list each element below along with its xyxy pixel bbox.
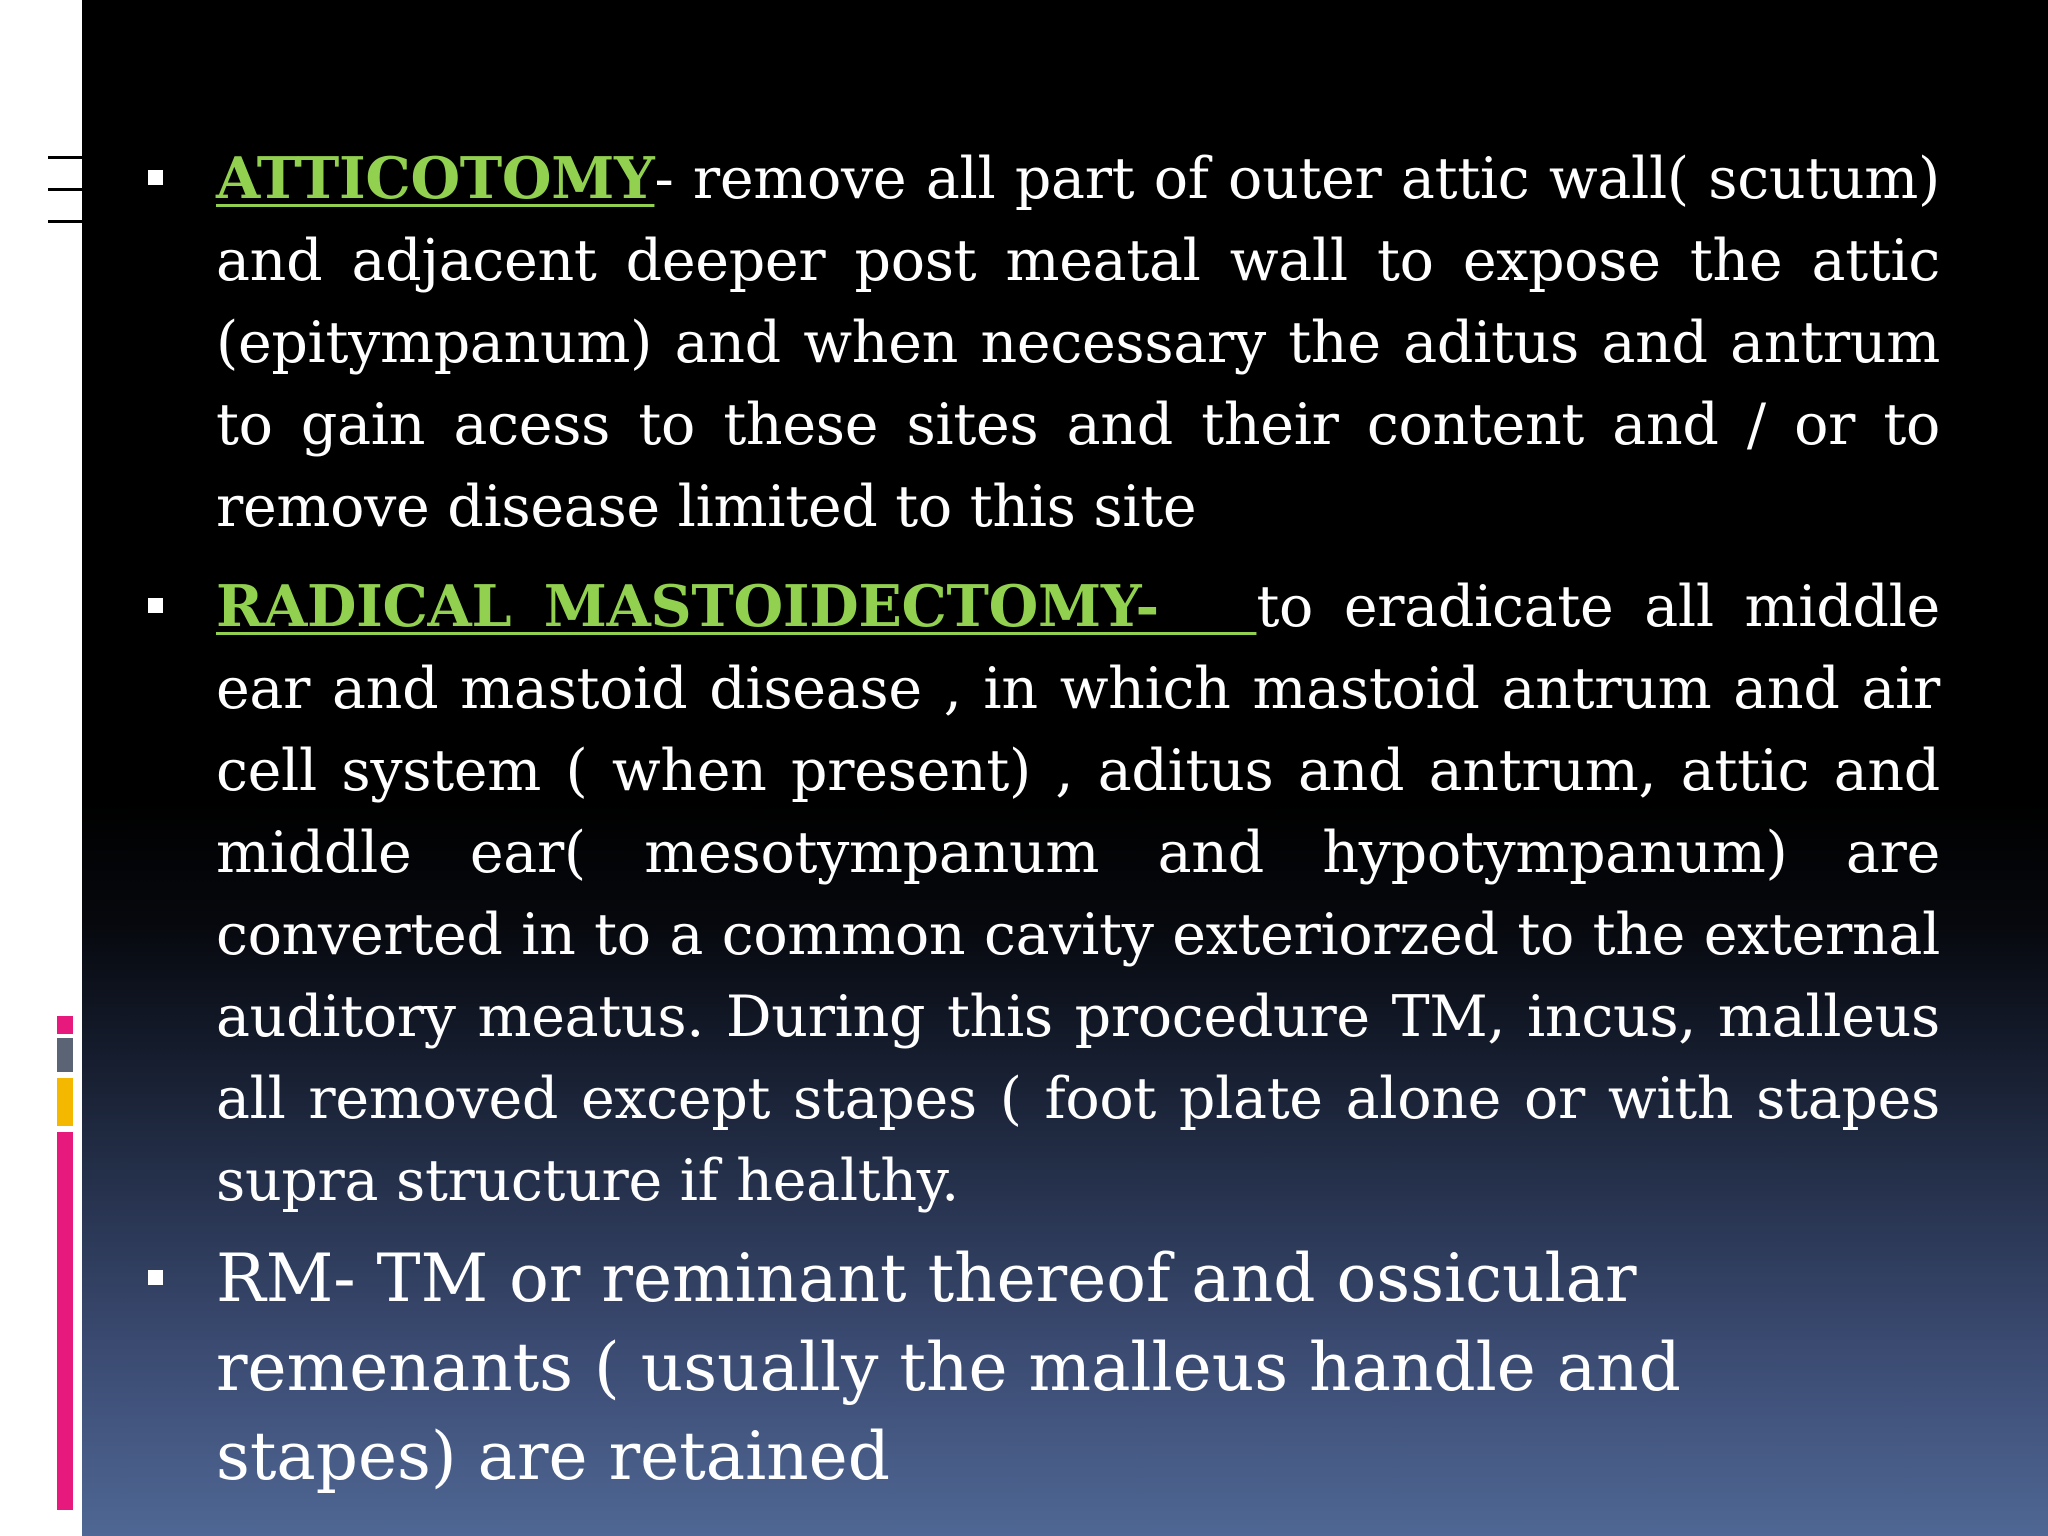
bullet-item-atticotomy [140,138,1940,548]
definition-atticotomy: - remove all part of outer attic wall( scutum) and adjacent deeper post meatal wall to expose the attic (epitympanum) and when necessary the aditus and antrum to gain acess to these sites and their content and / or to remove disease limited to this site [216,146,1940,540]
term-atticotomy: ATTICOTOMY [216,145,655,212]
accent-bar-gray [57,1038,73,1072]
accent-bar-pink [57,1016,73,1034]
accent-bar-orange [57,1078,73,1126]
definition-radical-mastoidectomy: to eradicate all middle ear and mastoid disease , in which mastoid antrum and air cell system ( when present) , aditus and antrum, attic and middle ear( mesotympanum and hypotympanum) are converted in to a common cavity exteriorzed to the external auditory meatus. During this procedure TM, incus, malleus all removed except stapes ( foot plate alone or with stapes supra structure if healthy. [216,574,1940,1214]
term-radical-mastoidectomy: RADICAL MASTOIDECTOMY- [216,573,1257,640]
bullet-item-rm [140,1234,1940,1501]
bullet-item-radical-mastoidectomy [140,566,1940,1222]
square-bullet-icon [148,1270,163,1285]
rm-note: RM- TM or reminant thereof and ossicular remenants ( usually the malleus handle and stapes) are retained [216,1240,1681,1495]
bullet-list [140,138,1940,1501]
accent-bar-pink-long [57,1132,73,1510]
square-bullet-icon [148,598,163,613]
square-bullet-icon [148,170,163,185]
decorative-bracket [48,142,82,236]
